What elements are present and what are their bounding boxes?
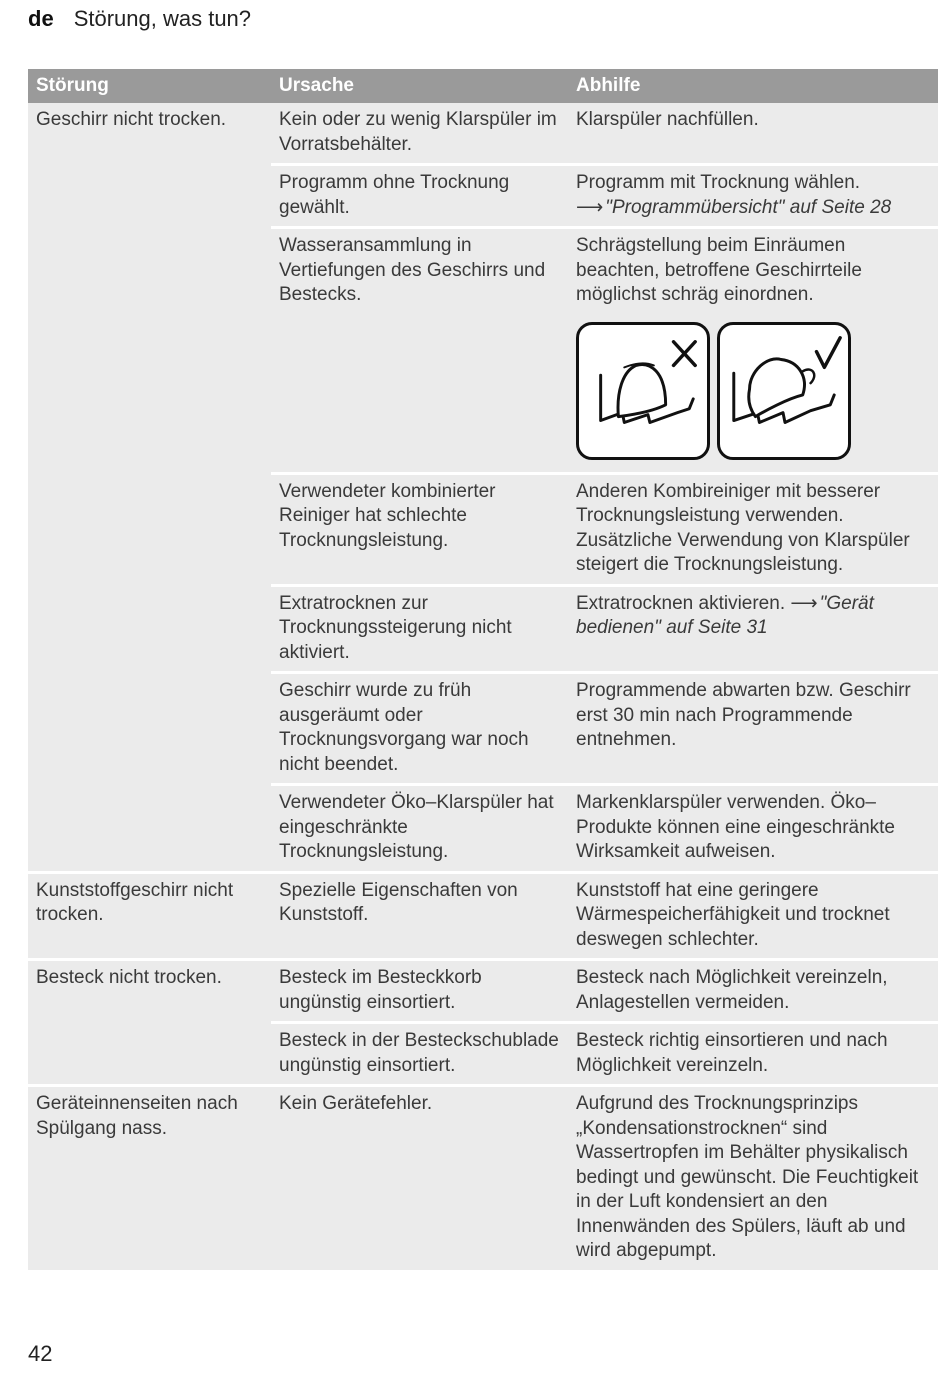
- cause-cell: Verwendeter Öko–Klarspüler hat eingeschränkte Trocknungsleistung.: [271, 785, 568, 873]
- remedy-cell: [568, 228, 938, 474]
- column-header-remedy: Abhilfe: [568, 69, 938, 103]
- remedy-cell: [568, 165, 938, 228]
- cause-cell: Besteck im Besteckkorb ungünstig einsortiert.: [271, 960, 568, 1023]
- remedy-cell: Markenklarspüler verwenden. Öko–Produkte können eine eingeschränkte Wirksamkeit aufweisen.: [568, 785, 938, 873]
- problem-cell: Geschirr nicht trocken.: [28, 103, 271, 872]
- cause-cell: Extratrocknen zur Trocknungssteigerung nicht aktiviert.: [271, 585, 568, 673]
- remedy-text: Programm mit Trocknung wählen.: [576, 172, 861, 193]
- table-row: [28, 1086, 938, 1270]
- problem-cell: Besteck nicht trocken.: [28, 960, 271, 1086]
- cup-flat-wrong-icon: [576, 322, 710, 460]
- cause-cell: Verwendeter kombinierter Reiniger hat schlechte Trocknungsleistung.: [271, 473, 568, 585]
- arrow-right-icon: ⟶: [576, 196, 604, 218]
- table-row: [28, 872, 938, 960]
- cause-cell: Geschirr wurde zu früh ausgeräumt oder Trocknungsvorgang war noch nicht beendet.: [271, 673, 568, 785]
- remedy-cell: Anderen Kombireiniger mit besserer Trocknungsleistung verwenden. Zusätzliche Verwendung von Klarspüler steigert die Trocknungsleistung.: [568, 473, 938, 585]
- cause-cell: Programm ohne Trocknung gewählt.: [271, 165, 568, 228]
- page-header: [28, 6, 251, 36]
- loading-illustrations: [576, 322, 930, 460]
- table-header-row: [28, 69, 938, 103]
- remedy-cell: Besteck nach Möglichkeit vereinzeln, Anlagestellen vermeiden.: [568, 960, 938, 1023]
- remedy-cell: [568, 585, 938, 673]
- remedy-cell: Klarspüler nachfüllen.: [568, 103, 938, 165]
- cause-cell: Spezielle Eigenschaften von Kunststoff.: [271, 872, 568, 960]
- remedy-cell: Besteck richtig einsortieren und nach Möglichkeit vereinzeln.: [568, 1023, 938, 1086]
- table-row: [28, 960, 938, 1023]
- page-reference-link[interactable]: "Gerät bedienen" auf Seite 31: [576, 592, 874, 638]
- language-label: de: [28, 6, 54, 31]
- column-header-cause: Ursache: [271, 69, 568, 103]
- cause-cell: Besteck in der Besteckschublade ungünstig einsortiert.: [271, 1023, 568, 1086]
- remedy-cell: Kunststoff hat eine geringere Wärmespeicherfähigkeit und trocknet deswegen schlechter.: [568, 872, 938, 960]
- remedy-cell: Aufgrund des Trocknungsprinzips „Kondensationstrocknen“ sind Wassertropfen im Behälter physikalisch bedingt und gewünscht. Die Feuchtigkeit in der Luft kondensiert an den Innenwänden des Spülers, läuft ab und wird abgepumpt.: [568, 1086, 938, 1270]
- problem-cell: Geräteinnenseiten nach Spülgang nass.: [28, 1086, 271, 1270]
- remedy-text: Schrägstellung beim Einräumen beachten, betroffene Geschirrteile möglichst schräg einordnen.: [576, 235, 862, 305]
- table-row: [28, 103, 938, 165]
- page-number: 42: [28, 1341, 53, 1366]
- troubleshooting-table: [28, 69, 938, 1270]
- cause-cell: Wasseransammlung in Vertiefungen des Geschirrs und Bestecks.: [271, 228, 568, 474]
- page-reference-link[interactable]: "Programmübersicht" auf Seite 28: [605, 196, 892, 218]
- remedy-cell: Programmende abwarten bzw. Geschirr erst 30 min nach Programmende entnehmen.: [568, 673, 938, 785]
- arrow-right-icon: ⟶: [790, 592, 818, 614]
- section-title: Störung, was tun?: [73, 6, 252, 31]
- column-header-problem: Störung: [28, 69, 271, 103]
- cause-cell: Kein oder zu wenig Klarspüler im Vorratsbehälter.: [271, 103, 568, 165]
- remedy-text: Extratrocknen aktivieren.: [576, 592, 786, 614]
- cause-cell: Kein Gerätefehler.: [271, 1086, 568, 1270]
- cup-tilted-correct-icon: [717, 322, 851, 460]
- problem-cell: Kunststoffgeschirr nicht trocken.: [28, 872, 271, 960]
